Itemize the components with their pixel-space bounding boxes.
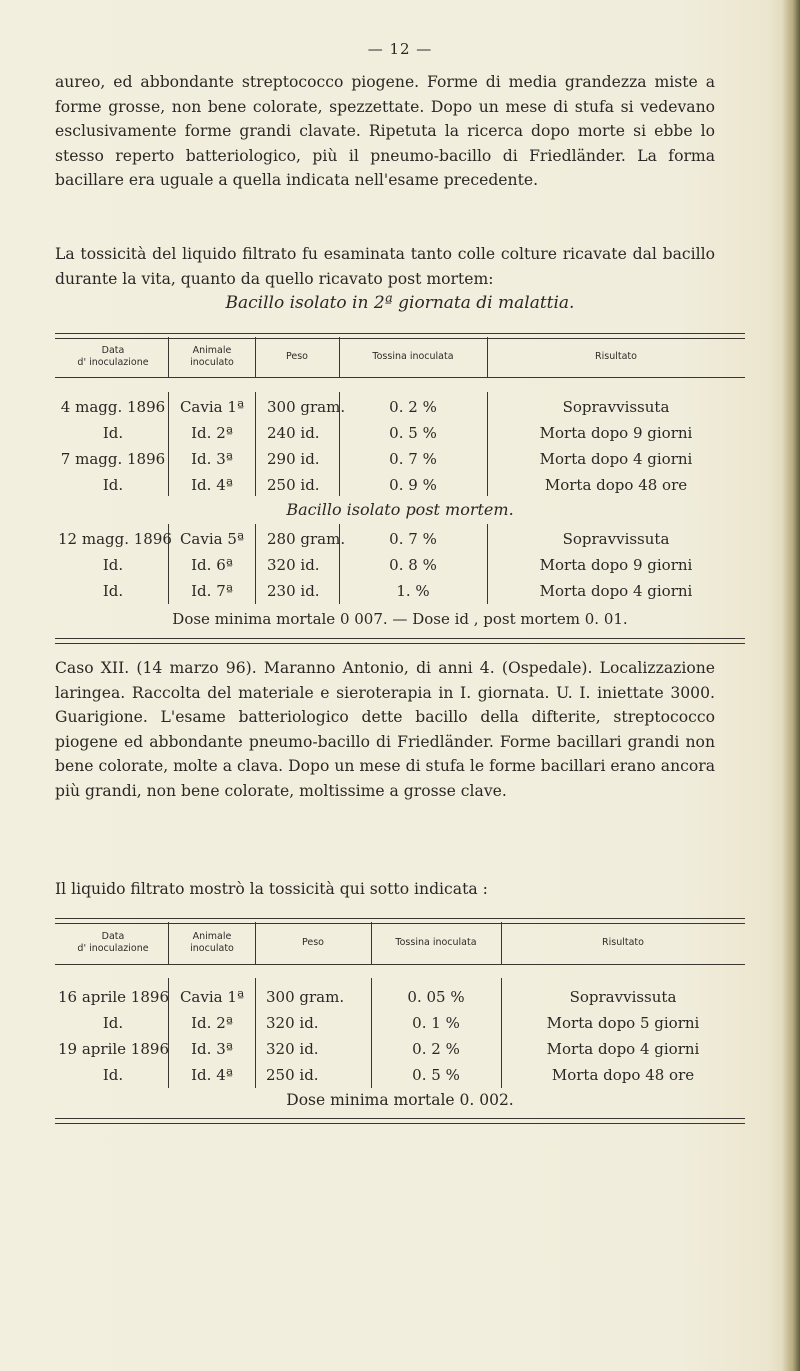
table1-subcaption: Bacillo isolato post mortem. [286, 500, 514, 519]
cell-weight: 290 id. [267, 450, 320, 468]
col-divider [255, 337, 256, 377]
table-row [0, 424, 800, 448]
cell-toxin: 0. 9 % [389, 476, 437, 494]
table2-top-rule [55, 918, 745, 924]
cell-animal: Id. 7ª [191, 582, 233, 600]
cell-toxin: 1. % [396, 582, 430, 600]
cell-weight: 320 id. [267, 556, 320, 574]
table1-header-animal [170, 345, 254, 369]
cell-animal: Id. 6ª [191, 556, 233, 574]
header-line: d' inoculazione [77, 943, 149, 954]
cell-date: Id. [102, 582, 124, 600]
cell-result: Morta dopo 5 giorni [546, 1014, 700, 1032]
header-line: Data [101, 345, 125, 356]
cell-weight: 280 gram. [267, 530, 346, 548]
cell-animal: Cavia 1ª [179, 988, 245, 1006]
table-row [0, 1014, 800, 1038]
filtrate-paragraph: Il liquido filtrato mostrò la tossicità qui sotto indicata : [55, 880, 488, 898]
cell-toxin: 0. 7 % [389, 530, 437, 548]
table1-header-toxin: Tossina inoculata [372, 351, 454, 362]
cell-weight: 300 gram. [267, 398, 346, 416]
table1-caption: Bacillo isolato in 2ª giornata di malattia. [225, 293, 575, 313]
cell-result: Morta dopo 4 giorni [539, 450, 693, 468]
table1-bottom-rule [55, 638, 745, 644]
page-number: — 12 — [367, 40, 433, 58]
table2-header-date [58, 931, 168, 955]
table2-header-animal [170, 931, 254, 955]
col-divider [168, 922, 169, 964]
table2-header-toxin: Tossina inoculata [395, 937, 477, 948]
table-row [0, 398, 800, 422]
cell-result: Sopravvissuta [562, 530, 670, 548]
table2-bottom-rule [55, 1118, 745, 1124]
cell-animal: Id. 2ª [191, 424, 233, 442]
header-line: inoculato [190, 943, 234, 954]
cell-toxin: 0. 8 % [389, 556, 437, 574]
header-line: d' inoculazione [77, 357, 149, 368]
table1-top-rule [55, 333, 745, 339]
cell-date: 7 magg. 1896 [60, 450, 166, 468]
cell-toxin: 0. 5 % [389, 424, 437, 442]
cell-date: 16 aprile 1896 [58, 988, 169, 1006]
cell-date: Id. [102, 1014, 124, 1032]
cell-result: Sopravvissuta [562, 398, 670, 416]
table1-header-result: Risultato [595, 351, 637, 362]
cell-weight: 230 id. [267, 582, 320, 600]
cell-date: Id. [102, 424, 124, 442]
cell-animal: Id. 3ª [191, 450, 233, 468]
header-line: inoculato [190, 357, 234, 368]
header-line: Data [101, 931, 125, 942]
cell-date: 12 magg. 1896 [58, 530, 172, 548]
table-row [0, 450, 800, 474]
table-row [0, 988, 800, 1012]
col-divider [501, 922, 502, 964]
cell-animal: Cavia 1ª [179, 398, 245, 416]
table2-footer: Dose minima mortale 0. 002. [286, 1091, 514, 1109]
cell-date: Id. [102, 1066, 124, 1084]
table-row [0, 1040, 800, 1064]
intro-paragraph: aureo, ed abbondante streptococco piogene. Forme di media grandezza miste a forme grosse, non bene colorate, spezzettate. Dopo un mese di stufa si vedevano esclusivamente forme grandi clavate. Ripetuta la ricerca dopo morte si ebbe lo stesso reperto batteriologico, più il pneumo-bacillo di Friedländer. La forma bacillare era uguale a quella indicata nell'esame precedente. [55, 73, 715, 190]
table-row [0, 1066, 800, 1090]
cell-animal: Id. 2ª [191, 1014, 233, 1032]
cell-toxin: 0. 2 % [389, 398, 437, 416]
header-line: Animale [192, 345, 232, 356]
table-row [0, 582, 800, 606]
cell-weight: 300 gram. [266, 988, 345, 1006]
table-row [0, 476, 800, 500]
toxicity-paragraph: La tossicità del liquido filtrato fu esaminata tanto colle colture ricavate dal bacillo durante la vita, quanto da quello ricavato post mortem: [55, 245, 715, 288]
cell-animal: Id. 4ª [191, 476, 233, 494]
table2-header-rule [55, 964, 745, 965]
table1-header-date [58, 345, 168, 369]
cell-animal: Cavia 5ª [179, 530, 245, 548]
col-divider [339, 337, 340, 377]
col-divider [487, 337, 488, 377]
cell-toxin: 0. 7 % [389, 450, 437, 468]
cell-date: 19 aprile 1896 [58, 1040, 169, 1058]
cell-toxin: 0. 05 % [407, 988, 465, 1006]
cell-date: 4 magg. 1896 [60, 398, 166, 416]
cell-toxin: 0. 1 % [412, 1014, 460, 1032]
cell-date: Id. [102, 556, 124, 574]
table2-header-result: Risultato [602, 937, 644, 948]
cell-animal: Id. 3ª [191, 1040, 233, 1058]
case-paragraph: Caso XII. (14 marzo 96). Maranno Antonio, di anni 4. (Ospedale). Localizzazione laringea. Raccolta del materiale e sieroterapia in I. giornata. U. I. iniettate 3000. Guarigione. L'esame batteriologico dette bacillo della difterite, streptococco piogene ed abbondante pneumo-bacillo di Friedländer. Forme bacillari grandi non bene colorate, molte a clava. Dopo un mese di stufa le forme bacillari erano ancora più grandi, non bene colorate, moltissime a grosse clave. [55, 659, 715, 800]
cell-animal: Id. 4ª [191, 1066, 233, 1084]
cell-result: Morta dopo 48 ore [544, 476, 688, 494]
table-row [0, 530, 800, 554]
cell-result: Morta dopo 48 ore [551, 1066, 695, 1084]
table-row [0, 556, 800, 580]
col-divider [371, 922, 372, 964]
cell-result: Sopravvissuta [569, 988, 677, 1006]
col-divider [255, 922, 256, 964]
header-line: Animale [192, 931, 232, 942]
cell-weight: 320 id. [266, 1014, 319, 1032]
table1-header-rule [55, 377, 745, 378]
cell-toxin: 0. 2 % [412, 1040, 460, 1058]
cell-weight: 320 id. [266, 1040, 319, 1058]
col-divider [168, 337, 169, 377]
cell-weight: 250 id. [267, 476, 320, 494]
cell-result: Morta dopo 9 giorni [539, 556, 693, 574]
table1-header-weight: Peso [286, 351, 308, 362]
cell-toxin: 0. 5 % [412, 1066, 460, 1084]
table1-footer: Dose minima mortale 0 007. — Dose id , post mortem 0. 01. [172, 610, 628, 628]
page-edge-shadow [782, 0, 800, 1371]
cell-weight: 240 id. [267, 424, 320, 442]
cell-result: Morta dopo 4 giorni [539, 582, 693, 600]
cell-weight: 250 id. [266, 1066, 319, 1084]
cell-result: Morta dopo 4 giorni [546, 1040, 700, 1058]
cell-date: Id. [102, 476, 124, 494]
cell-result: Morta dopo 9 giorni [539, 424, 693, 442]
table2-header-weight: Peso [302, 937, 324, 948]
